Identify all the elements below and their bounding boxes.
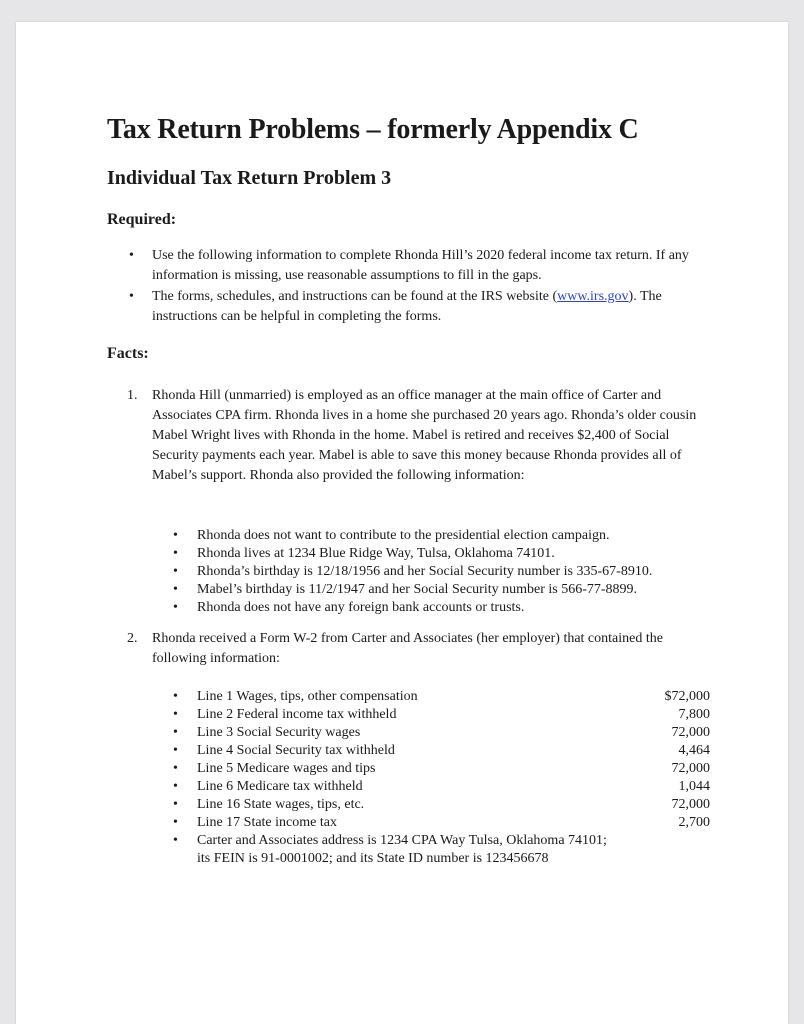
fact-number: 1.	[127, 388, 138, 403]
w2-line	[107, 778, 710, 796]
fact-text: Rhonda Hill (unmarried) is employed as an office manager at the main office of Carter and Associates CPA firm. Rhonda lives in a home she purchased 20 years ago. Rhonda’s older cousin Mabel Wright lives with Rhonda in the home. Mabel is retired and receives $2,400 of Social Security payments each year. Mabel is able to save this money because Rhonda provides all of Mabel’s support. Rhonda also provided the following information:	[152, 388, 697, 483]
required-item-text: ). The instructions can be helpful in completing the forms.	[152, 289, 662, 324]
irs-website-link[interactable]: www.irs.gov	[557, 289, 629, 304]
w2-line-amount: 7,800	[678, 707, 710, 722]
required-heading: Required:	[107, 211, 177, 228]
w2-line	[107, 706, 710, 724]
w2-line-amount: 72,000	[671, 725, 710, 740]
w2-line	[107, 688, 710, 706]
fact-number: 2.	[127, 631, 138, 646]
w2-line-amount: 2,700	[678, 815, 710, 830]
list-item: • Rhonda lives at 1234 Blue Ridge Way, Tulsa, Oklahoma 74101.	[107, 545, 707, 563]
w2-line-label: Line 2 Federal income tax withheld	[197, 707, 397, 722]
w2-line-amount: $72,000	[664, 689, 710, 704]
required-item	[107, 246, 707, 286]
w2-line-amount: 72,000	[671, 761, 710, 776]
employer-address: • Carter and Associates address is 1234 CPA Way Tulsa, Oklahoma 74101; its FEIN is 91-0001002; and its State ID number is 123456678	[107, 832, 707, 868]
w2-line	[107, 814, 710, 832]
w2-line-label: Line 1 Wages, tips, other compensation	[197, 689, 418, 704]
problem-subtitle: Individual Tax Return Problem 3	[107, 167, 392, 189]
w2-line-label: Line 3 Social Security wages	[197, 725, 361, 740]
w2-line-label: Line 5 Medicare wages and tips	[197, 761, 376, 776]
list-item: • Mabel’s birthday is 11/2/1947 and her Social Security number is 566-77-8899.	[107, 581, 707, 599]
fact-1-bullets	[107, 527, 707, 617]
w2-line	[107, 760, 710, 778]
w2-line-label: Line 4 Social Security tax withheld	[197, 743, 395, 758]
w2-line-label: Line 17 State income tax	[197, 815, 337, 830]
w2-line	[107, 742, 710, 760]
fact-item-2	[107, 629, 707, 669]
w2-line-amount: 1,044	[678, 779, 710, 794]
required-list	[107, 246, 707, 328]
required-item-text: Use the following information to complete Rhonda Hill’s 2020 federal income tax return. If any information is missing, use reasonable assumptions to fill in the gaps.	[152, 248, 689, 283]
w2-line-label: Line 6 Medicare tax withheld	[197, 779, 363, 794]
list-item: • Rhonda does not want to contribute to the presidential election campaign.	[107, 527, 707, 545]
document-title: Tax Return Problems – formerly Appendix C	[107, 114, 639, 145]
w2-line-amount: 72,000	[671, 797, 710, 812]
w2-line-label: Line 16 State wages, tips, etc.	[197, 797, 365, 812]
w2-line	[107, 796, 710, 814]
fact-item-1	[107, 386, 707, 486]
facts-heading: Facts:	[107, 345, 149, 362]
w2-line-amount: 4,464	[678, 743, 710, 758]
w2-line	[107, 724, 710, 742]
list-item: • Rhonda’s birthday is 12/18/1956 and her Social Security number is 335-67-8910.	[107, 563, 707, 581]
fact-text: Rhonda received a Form W-2 from Carter and Associates (her employer) that contained the following information:	[152, 631, 663, 666]
list-item: • Rhonda does not have any foreign bank accounts or trusts.	[107, 599, 707, 617]
document-page	[16, 22, 788, 1024]
required-item-text: The forms, schedules, and instructions can be found at the IRS website (	[152, 289, 558, 304]
w2-lines-list	[107, 688, 710, 868]
required-item	[107, 287, 707, 327]
